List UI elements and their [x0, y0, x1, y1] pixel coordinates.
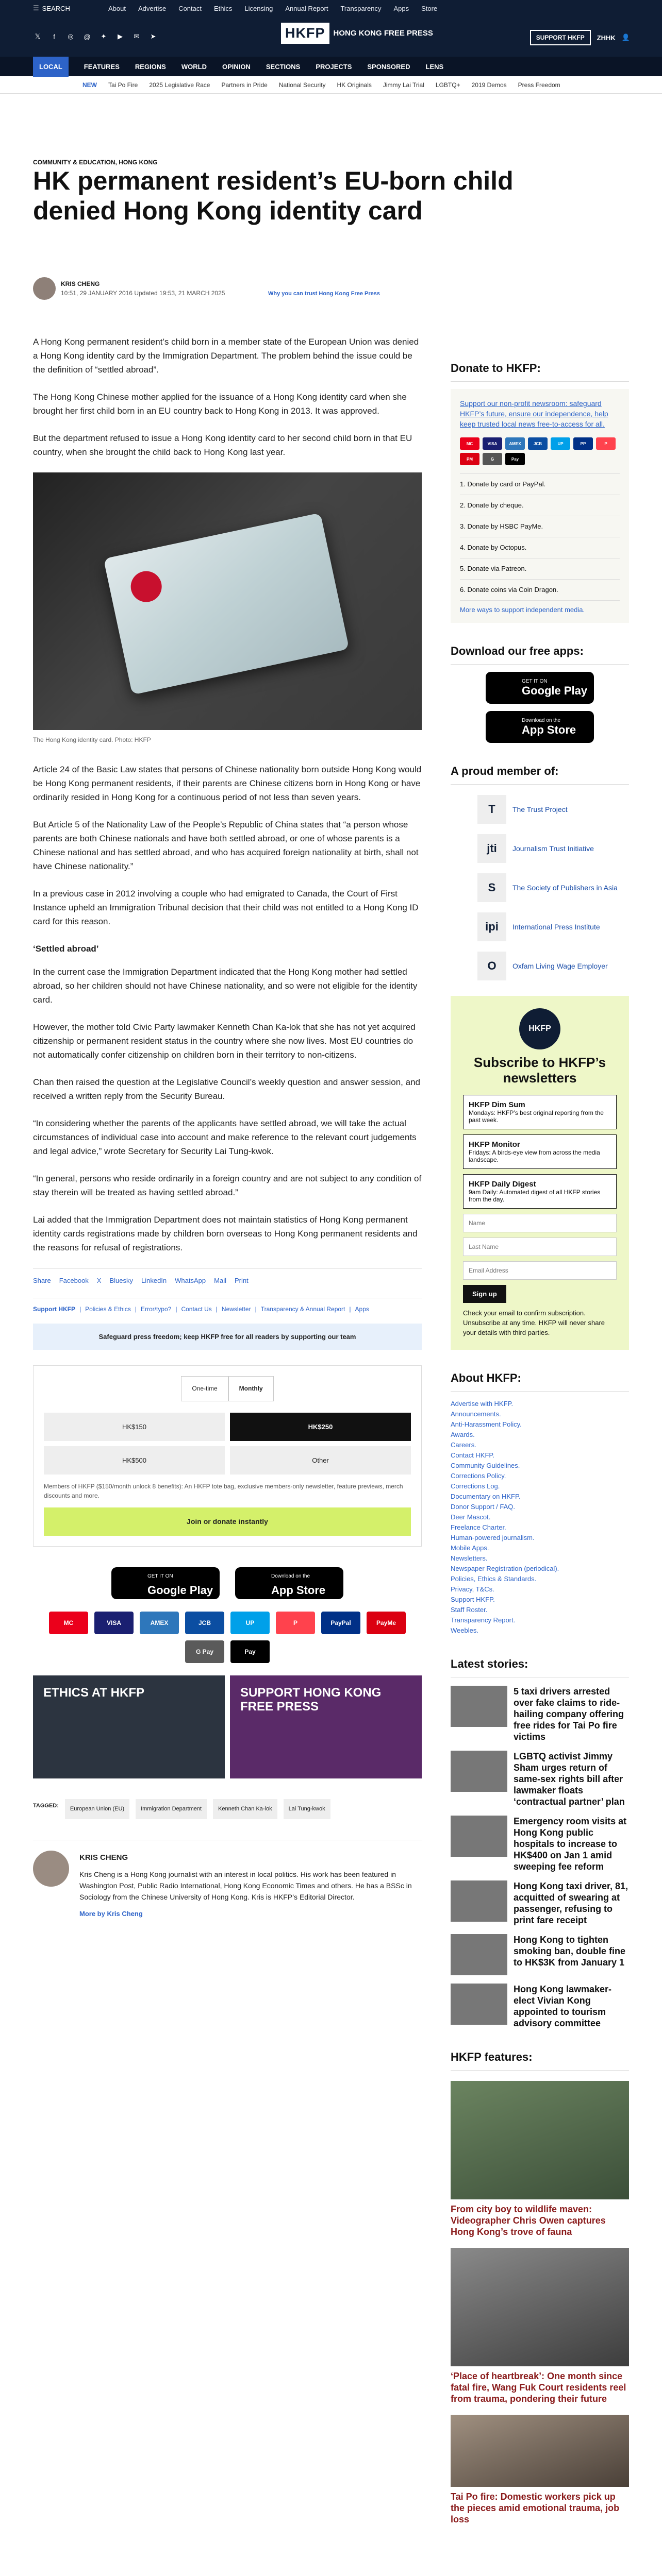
patreon-icon: P — [276, 1612, 315, 1634]
utility-links — [108, 5, 437, 12]
paragraph: Article 24 of the Basic Law states that persons of Chinese nationality born outside Hong Kong would be Hong Kong permanent residents, if their parents are Chinese citizens born in Hong Kong or have ordinarily resided in Hong Kong for a continuous period of not less than seven years. — [33, 765, 422, 802]
about-link[interactable]: Freelance Charter. — [451, 1523, 506, 1531]
paragraph: “In considering whether the parents of the applicants have settled abroad, we will take the actual circumstances of individual case into account and make reference to the relevant court judgements and legal advice,” wrote Secretary for Security Lai Tung-kwok. — [33, 1118, 417, 1156]
tag[interactable]: Immigration Department — [136, 1799, 207, 1819]
payme-icon: PayMe — [367, 1612, 406, 1634]
member-sopa[interactable] — [477, 873, 629, 902]
about-link[interactable]: Corrections Policy. — [451, 1472, 506, 1480]
apple-pay-icon: Pay — [505, 453, 525, 465]
about-link[interactable]: Support HKFP. — [451, 1596, 495, 1603]
photo-caption: The Hong Kong identity card. Photo: HKFP — [33, 736, 151, 743]
nav-regions[interactable]: REGIONS — [135, 62, 166, 71]
email-field[interactable]: Email Address — [463, 1261, 617, 1280]
instagram-icon[interactable]: ◎ — [68, 32, 74, 40]
donation-frequency — [44, 1376, 411, 1401]
oxfam-logo: O — [477, 952, 506, 980]
paragraph: “In general, persons who reside ordinarily in a foreign country and are not subject to any condition of stay therein will be treated as having settled abroad.” — [33, 1174, 422, 1197]
utility-link-advertise[interactable]: Advertise — [138, 4, 167, 12]
publish-dates: 10:51, 29 JANUARY 2016 Updated 19:53, 21 MARCH 2025 — [61, 290, 225, 297]
last-name-field[interactable]: Last Name — [463, 1238, 617, 1256]
paragraph: Lai added that the Immigration Department does not maintain statistics of Hong Kong permanent identity cards registrations made by children born overseas to Hong Kong permanent residents and the reasons for refusal of registrations. — [33, 1215, 418, 1252]
newsletter-desc: Fridays: A birds-eye view from across the media landscape. — [469, 1149, 600, 1163]
ipi-logo: ipi — [477, 912, 506, 941]
trending-link[interactable]: Press Freedom — [518, 81, 560, 89]
masthead-actions — [530, 30, 630, 45]
visa-icon: VISA — [94, 1612, 134, 1634]
facebook-icon[interactable]: f — [53, 32, 55, 41]
author-box — [33, 1840, 422, 1921]
payme-icon: PM — [460, 453, 479, 465]
share-facebook[interactable]: Facebook — [59, 1277, 89, 1284]
jti-logo: jti — [477, 834, 506, 863]
latest-story[interactable] — [451, 1934, 629, 1975]
paragraph: However, the mother told Civic Party lawmaker Kenneth Chan Ka-lok that she has not yet acquired citizenship or permanent resident status in the country where she now lives. Most EU countries do not automatically confer citizenship on children born in their territory to non-citizens. — [33, 1022, 416, 1060]
member-label: The Trust Project — [512, 805, 568, 814]
youtube-icon[interactable]: ▶ — [118, 32, 123, 40]
about-link[interactable]: Community Guidelines. — [451, 1462, 520, 1469]
member-label: Journalism Trust Initiative — [512, 844, 594, 853]
article-photo — [33, 472, 422, 730]
payment-methods — [33, 1612, 422, 1663]
tab-monthly[interactable]: Monthly — [228, 1376, 274, 1401]
amount-options — [44, 1413, 411, 1475]
utility-link-store[interactable]: Store — [421, 4, 438, 12]
author-bio: Kris Cheng is a Hong Kong journalist with an interest in local politics. His work has been featured in Washington Post, Public Radio International, Hong Kong Economic Times and others. He has a BSSc in Sociology from the Chinese University of Hong Kong. Kris is HKFP’s Editorial Director. — [79, 1870, 412, 1901]
newsletter-option[interactable] — [463, 1174, 617, 1209]
paragraph: But the department refused to issue a Hong Kong identity card to her second child born in that EU country, when she brought the child back to Hong Kong last year. — [33, 433, 412, 457]
first-name-field[interactable]: Name — [463, 1214, 617, 1232]
trust-link[interactable]: Why you can trust Hong Kong Free Press — [268, 291, 380, 297]
latest-heading: Latest stories: — [451, 1651, 629, 1677]
trending-link[interactable]: 2019 Demos — [471, 81, 507, 89]
user-icon[interactable]: 👤 — [621, 33, 630, 41]
jcb-icon: JCB — [185, 1612, 224, 1634]
donate-steps — [460, 473, 620, 601]
trending-link[interactable]: Partners in Pride — [221, 81, 268, 89]
apps-heading: Download our free apps: — [451, 638, 629, 665]
latest-stories — [451, 1686, 629, 2029]
trending-bar — [0, 76, 662, 94]
main-nav — [0, 57, 662, 76]
donate-step[interactable]: 2. Donate by cheque. — [460, 495, 620, 516]
jcb-icon: JCB — [528, 437, 548, 450]
threads-icon[interactable]: @ — [84, 32, 91, 41]
language-toggle[interactable]: ZHHK — [597, 33, 616, 42]
article-body — [33, 335, 422, 1921]
about-link[interactable]: Awards. — [451, 1431, 475, 1438]
telegram-icon[interactable]: ➤ — [150, 32, 156, 40]
trending-link[interactable]: National Security — [278, 81, 326, 89]
utility-link-annual-report[interactable]: Annual Report — [285, 4, 328, 12]
top-utility-bar — [0, 0, 662, 16]
paypal-icon: PayPal — [321, 1612, 360, 1634]
join-button[interactable]: Join or donate instantly — [44, 1507, 411, 1536]
tag[interactable]: Kenneth Chan Ka-lok — [213, 1799, 277, 1819]
share-linkedin[interactable]: LinkedIn — [141, 1277, 167, 1284]
member-label: Oxfam Living Wage Employer — [512, 962, 608, 970]
newsletter-name: HKFP Monitor — [469, 1140, 520, 1149]
tags — [33, 1799, 422, 1819]
newsletter-desc: 9am Daily: Automated digest of all HKFP stories from the day. — [469, 1189, 601, 1203]
logo-mark: HKFP — [281, 23, 329, 44]
share-bar — [33, 1268, 422, 1287]
masthead — [0, 16, 662, 57]
about-links — [451, 1399, 629, 1636]
paragraph: The Hong Kong Chinese mother applied for the issuance of a Hong Kong identity card when she brought her first child born in an EU country back to Hong Kong in 2013. It was approved. — [33, 392, 407, 416]
nav-world[interactable]: WORLD — [181, 62, 207, 71]
newsletter-heading: Subscribe to HKFP’s newsletters — [473, 1055, 606, 1086]
mastercard-icon: MC — [49, 1612, 88, 1634]
features-heading: HKFP features: — [451, 2044, 629, 2071]
share-whatsapp[interactable]: WhatsApp — [175, 1277, 206, 1284]
badge-store-name: App Store — [271, 1584, 326, 1597]
tag[interactable]: European Union (EU) — [65, 1799, 129, 1819]
newsletter-signup — [451, 996, 629, 1350]
about-link[interactable]: Advertise with HKFP. — [451, 1400, 514, 1408]
article-category[interactable]: COMMUNITY & EDUCATION, HONG KONG — [33, 159, 158, 166]
hamburger-icon: ☰ — [33, 4, 39, 12]
about-link[interactable]: Newspaper Registration (periodical). — [451, 1565, 559, 1572]
trending-link[interactable]: 2025 Legislative Race — [149, 81, 210, 89]
feature-image — [451, 2081, 629, 2199]
latest-story[interactable] — [451, 1880, 629, 1926]
support-promo[interactable]: SUPPORT HONG KONG FREE PRESS — [230, 1675, 422, 1778]
story-thumbnail — [451, 1984, 507, 2025]
amex-icon: AMEX — [140, 1612, 179, 1634]
donate-step[interactable]: 6. Donate coins via Coin Dragon. — [460, 580, 620, 601]
tag[interactable]: Lai Tung-kwok — [284, 1799, 330, 1819]
visa-icon: VISA — [483, 437, 502, 450]
badge-small-text: GET IT ON — [522, 678, 548, 684]
byline — [33, 277, 225, 300]
nav-sponsored[interactable]: SPONSORED — [367, 62, 410, 71]
story-headline: Hong Kong taxi driver, 81, acquitted of swearing at passenger, refusing to print fare receipt — [514, 1881, 628, 1925]
nav-projects[interactable]: PROJECTS — [316, 62, 352, 71]
story-headline: Hong Kong to tighten smoking ban, double fine to HK$3K from January 1 — [514, 1935, 626, 1968]
footer-link[interactable]: Policies & Ethics — [85, 1306, 131, 1313]
feature-image — [451, 2248, 629, 2366]
about-heading: About HKFP: — [451, 1365, 629, 1392]
nav-lens[interactable]: LENS — [425, 62, 444, 71]
member-jti[interactable] — [477, 834, 629, 863]
membership-note: Members of HKFP ($150/month unlock 8 benefits): An HKFP tote bag, exclusive members-only newsletter, feature previews, merch discounts and more. — [44, 1483, 403, 1499]
donate-intro[interactable]: Support our non-profit newsroom: safeguard HKFP’s future, ensure our independence, help keep trusted local news free-to-access for all. — [460, 399, 608, 428]
member-label: The Society of Publishers in Asia — [512, 884, 618, 892]
share-label: Share — [33, 1277, 51, 1284]
paragraph: In a previous case in 2012 involving a couple who had emigrated to Canada, the Court of First Instance upheld an Immigration Tribunal decision that their child was not entitled to a Hong Kong ID card for this reason. — [33, 889, 419, 926]
donate-step[interactable]: 4. Donate by Octopus. — [460, 537, 620, 558]
author-avatar — [33, 277, 56, 300]
amex-icon: AMEX — [505, 437, 525, 450]
nav-local[interactable]: LOCAL — [33, 57, 69, 77]
utility-link-about[interactable]: About — [108, 4, 126, 12]
social-links — [33, 32, 158, 41]
sopa-logo: S — [477, 873, 506, 902]
gpay-icon: G Pay — [185, 1640, 224, 1663]
tags-label: TAGGED: — [33, 1803, 59, 1809]
trending-link[interactable]: Tai Po Fire — [108, 81, 138, 89]
member-ipi[interactable] — [477, 912, 629, 941]
badge-store-name: Google Play — [522, 684, 588, 697]
latest-story[interactable] — [451, 1816, 629, 1872]
trending-link[interactable]: LGBTQ+ — [435, 81, 460, 89]
badge-small-text: Download on the — [271, 1573, 310, 1579]
unionpay-icon: UP — [230, 1612, 270, 1634]
hkfp-logo-circle: HKFP — [519, 1008, 560, 1049]
search-label: SEARCH — [42, 4, 70, 12]
about-link[interactable]: Weebles. — [451, 1626, 478, 1634]
footer-link[interactable]: Error/typo? — [140, 1306, 172, 1313]
search-button[interactable] — [0, 4, 98, 12]
ethics-promo[interactable]: ETHICS AT HKFP — [33, 1675, 225, 1778]
author-box-name[interactable]: KRIS CHENG — [79, 1853, 128, 1862]
share-mail[interactable]: Mail — [214, 1277, 226, 1284]
about-link[interactable]: Contact HKFP. — [451, 1451, 495, 1459]
gpay-icon: G — [483, 453, 502, 465]
amount-option[interactable]: HK$500 — [44, 1446, 225, 1475]
feature-story[interactable] — [451, 2081, 629, 2238]
article-title: HK permanent resident’s EU-born child denied Hong Kong identity card — [33, 166, 514, 225]
sign-up-button[interactable]: Sign up — [463, 1285, 506, 1303]
story-thumbnail — [451, 1751, 507, 1792]
google-play-badge[interactable] — [486, 672, 594, 704]
more-ways-link[interactable]: More ways to support independent media. — [460, 606, 585, 614]
safeguard-banner[interactable]: Safeguard press freedom; keep HKFP free for all readers by supporting our team — [33, 1324, 422, 1350]
trending-link[interactable]: Jimmy Lai Trial — [383, 81, 424, 89]
trending-link[interactable]: HK Originals — [337, 81, 372, 89]
about-link[interactable]: Mobile Apps. — [451, 1544, 489, 1552]
subheading: ‘Settled abroad’ — [33, 944, 99, 954]
about-link[interactable]: Staff Roster. — [451, 1606, 488, 1614]
article-footer-links: Support HKFP | Policies & Ethics | Error/typo? | Contact Us | Newsletter | Transparency & Annual Report | Apps — [33, 1298, 422, 1316]
mail-icon[interactable]: ✉ — [134, 32, 140, 40]
utility-link-transparency[interactable]: Transparency — [340, 4, 382, 12]
trust-project-logo: T — [477, 795, 506, 824]
sidebar — [451, 355, 629, 2525]
story-headline: 5 taxi drivers arrested over fake claims to ride-hailing company offering free rides for Tai Po fire victims — [514, 1686, 624, 1742]
promo-banners — [33, 1675, 422, 1778]
patreon-icon: P — [596, 437, 616, 450]
feature-story[interactable] — [451, 2248, 629, 2404]
member-label: International Press Institute — [512, 923, 600, 931]
trending-label: NEW — [82, 81, 97, 89]
paragraph: A Hong Kong permanent resident’s child born in a member state of the European Union was denied a Hong Kong identity card by the Immigration Department. The problem behind the issue could be the definition of “settled abroad”. — [33, 337, 419, 375]
about-link[interactable]: Announcements. — [451, 1410, 501, 1418]
share-print[interactable]: Print — [234, 1277, 249, 1284]
amount-option[interactable]: Other — [230, 1446, 411, 1475]
about-link[interactable]: Transparency Report. — [451, 1616, 516, 1624]
story-thumbnail — [451, 1880, 507, 1922]
about-link[interactable]: Anti-Harassment Policy. — [451, 1420, 522, 1428]
newsletter-option[interactable] — [463, 1095, 617, 1129]
donate-step[interactable]: 1. Donate by card or PayPal. — [460, 474, 620, 495]
paragraph: But Article 5 of the Nationality Law of the People’s Republic of China states that “a person whose parents are both Chinese nationals and have both settled abroad, or one of whose parents is a Chinese national and has settled abroad, and who has acquired foreign nationality at birth, shall not have Chinese nationality.” — [33, 820, 419, 871]
apple-pay-icon: Pay — [230, 1640, 270, 1663]
feature-headline: From city boy to wildlife maven: Videographer Chris Owen captures Hong Kong’s trove of fauna — [451, 2204, 606, 2237]
nav-opinion[interactable]: OPINION — [222, 62, 251, 71]
paragraph: Chan then raised the question at the Legislative Council’s weekly question and answer session, and received a written reply from the Security Bureau. — [33, 1077, 420, 1101]
donate-box — [451, 389, 629, 623]
about-link[interactable]: Privacy, T&Cs. — [451, 1585, 494, 1593]
story-thumbnail — [451, 1934, 507, 1975]
app-badges — [33, 1567, 422, 1599]
bluesky-icon[interactable]: ✦ — [101, 32, 107, 40]
footer-link[interactable]: Support HKFP — [33, 1306, 75, 1313]
latest-story[interactable] — [451, 1751, 629, 1807]
site-logo[interactable] — [281, 23, 433, 44]
latest-story[interactable] — [451, 1686, 629, 1742]
newsletter-name: HKFP Daily Digest — [469, 1180, 536, 1189]
member-heading: A proud member of: — [451, 758, 629, 785]
utility-link-ethics[interactable]: Ethics — [214, 4, 233, 12]
about-link[interactable]: Documentary on HKFP. — [451, 1493, 521, 1500]
newsletter-name: HKFP Dim Sum — [469, 1100, 525, 1109]
donate-step[interactable]: 3. Donate by HSBC PayMe. — [460, 516, 620, 537]
footer-link[interactable]: Contact Us — [181, 1306, 212, 1313]
badge-small-text: GET IT ON — [147, 1573, 173, 1579]
latest-story[interactable] — [451, 1984, 629, 2029]
unionpay-icon: UP — [551, 437, 570, 450]
payment-icons — [460, 437, 620, 465]
hk-id-card-image — [104, 513, 350, 695]
story-headline: Hong Kong lawmaker-elect Vivian Kong appointed to tourism advisory committee — [514, 1984, 612, 2028]
paypal-icon: PP — [573, 437, 593, 450]
badge-store-name: App Store — [522, 723, 576, 736]
newsletter-option[interactable] — [463, 1134, 617, 1169]
author-name[interactable]: KRIS CHENG — [61, 280, 100, 287]
app-store-badge[interactable] — [235, 1567, 343, 1599]
paragraph: In the current case the Immigration Department indicated that the Hong Kong mother had settled abroad, so her children should not have Chinese nationality, and so were not eligible for the identity card. — [33, 967, 418, 1005]
signup-note: Check your email to confirm subscription. Unsubscribe at any time. HKFP will never share your details with third parties. — [463, 1309, 605, 1336]
badge-store-name: Google Play — [147, 1584, 213, 1597]
support-hkfp-button[interactable]: SUPPORT HKFP — [530, 30, 591, 45]
footer-link[interactable]: Transparency & Annual Report — [260, 1306, 345, 1313]
donation-widget — [33, 1365, 422, 1547]
story-thumbnail — [451, 1816, 507, 1857]
story-headline: Emergency room visits at Hong Kong public hospitals to increase to HK$400 on Jan 1 amid sweeping fee reform — [514, 1816, 627, 1872]
donate-step[interactable]: 5. Donate via Patreon. — [460, 558, 620, 580]
about-link[interactable]: Corrections Log. — [451, 1482, 500, 1490]
about-link[interactable]: Human-powered journalism. — [451, 1534, 535, 1541]
about-link[interactable]: Newsletters. — [451, 1554, 488, 1562]
utility-link-apps[interactable]: Apps — [393, 4, 409, 12]
google-play-badge[interactable] — [111, 1567, 220, 1599]
member-logos — [451, 795, 629, 980]
about-link[interactable]: Policies, Ethics & Standards. — [451, 1575, 537, 1583]
story-headline: LGBTQ activist Jimmy Sham urges return of same-sex rights bill after lawmaker floats ‘contractual partner’ plan — [514, 1751, 625, 1807]
logo-tagline: HONG KONG FREE PRESS — [333, 29, 433, 38]
feature-headline: Tai Po fire: Domestic workers pick up the pieces amid emotional trauma, job loss — [451, 2492, 620, 2524]
x-icon[interactable]: 𝕏 — [35, 32, 41, 40]
footer-link[interactable]: Newsletter — [221, 1306, 251, 1313]
share-x[interactable]: X — [96, 1277, 102, 1284]
amount-option[interactable]: HK$150 — [44, 1413, 225, 1441]
share-bluesky[interactable]: Bluesky — [109, 1277, 133, 1284]
mastercard-icon: MC — [460, 437, 479, 450]
badge-small-text: Download on the — [522, 717, 561, 723]
about-link[interactable]: Deer Mascot. — [451, 1513, 491, 1521]
about-link[interactable]: Careers. — [451, 1441, 476, 1449]
nav-features[interactable]: FEATURES — [84, 62, 120, 71]
feature-headline: ‘Place of heartbreak’: One month since fatal fire, Wang Fuk Court residents reel from trauma, pondering their future — [451, 2371, 626, 2404]
utility-link-licensing[interactable]: Licensing — [244, 4, 273, 12]
app-store-badge[interactable] — [486, 711, 594, 743]
more-by-author[interactable]: More by Kris Cheng — [79, 1910, 143, 1918]
nav-sections[interactable]: SECTIONS — [266, 62, 301, 71]
amount-option[interactable]: HK$250 — [230, 1413, 411, 1441]
feature-story[interactable] — [451, 2415, 629, 2525]
about-link[interactable]: Donor Support / FAQ. — [451, 1503, 516, 1511]
member-trust-project[interactable] — [477, 795, 629, 824]
footer-link[interactable]: Apps — [355, 1306, 369, 1313]
newsletter-desc: Mondays: HKFP’s best original reporting from the past week. — [469, 1109, 604, 1124]
member-oxfam[interactable] — [477, 952, 629, 980]
tab-one-time[interactable]: One-time — [181, 1376, 228, 1401]
donate-heading: Donate to HKFP: — [451, 355, 629, 382]
hk-emblem — [128, 568, 164, 605]
utility-link-contact[interactable]: Contact — [178, 4, 202, 12]
story-thumbnail — [451, 1686, 507, 1727]
author-photo — [33, 1851, 69, 1887]
feature-image — [451, 2415, 629, 2487]
